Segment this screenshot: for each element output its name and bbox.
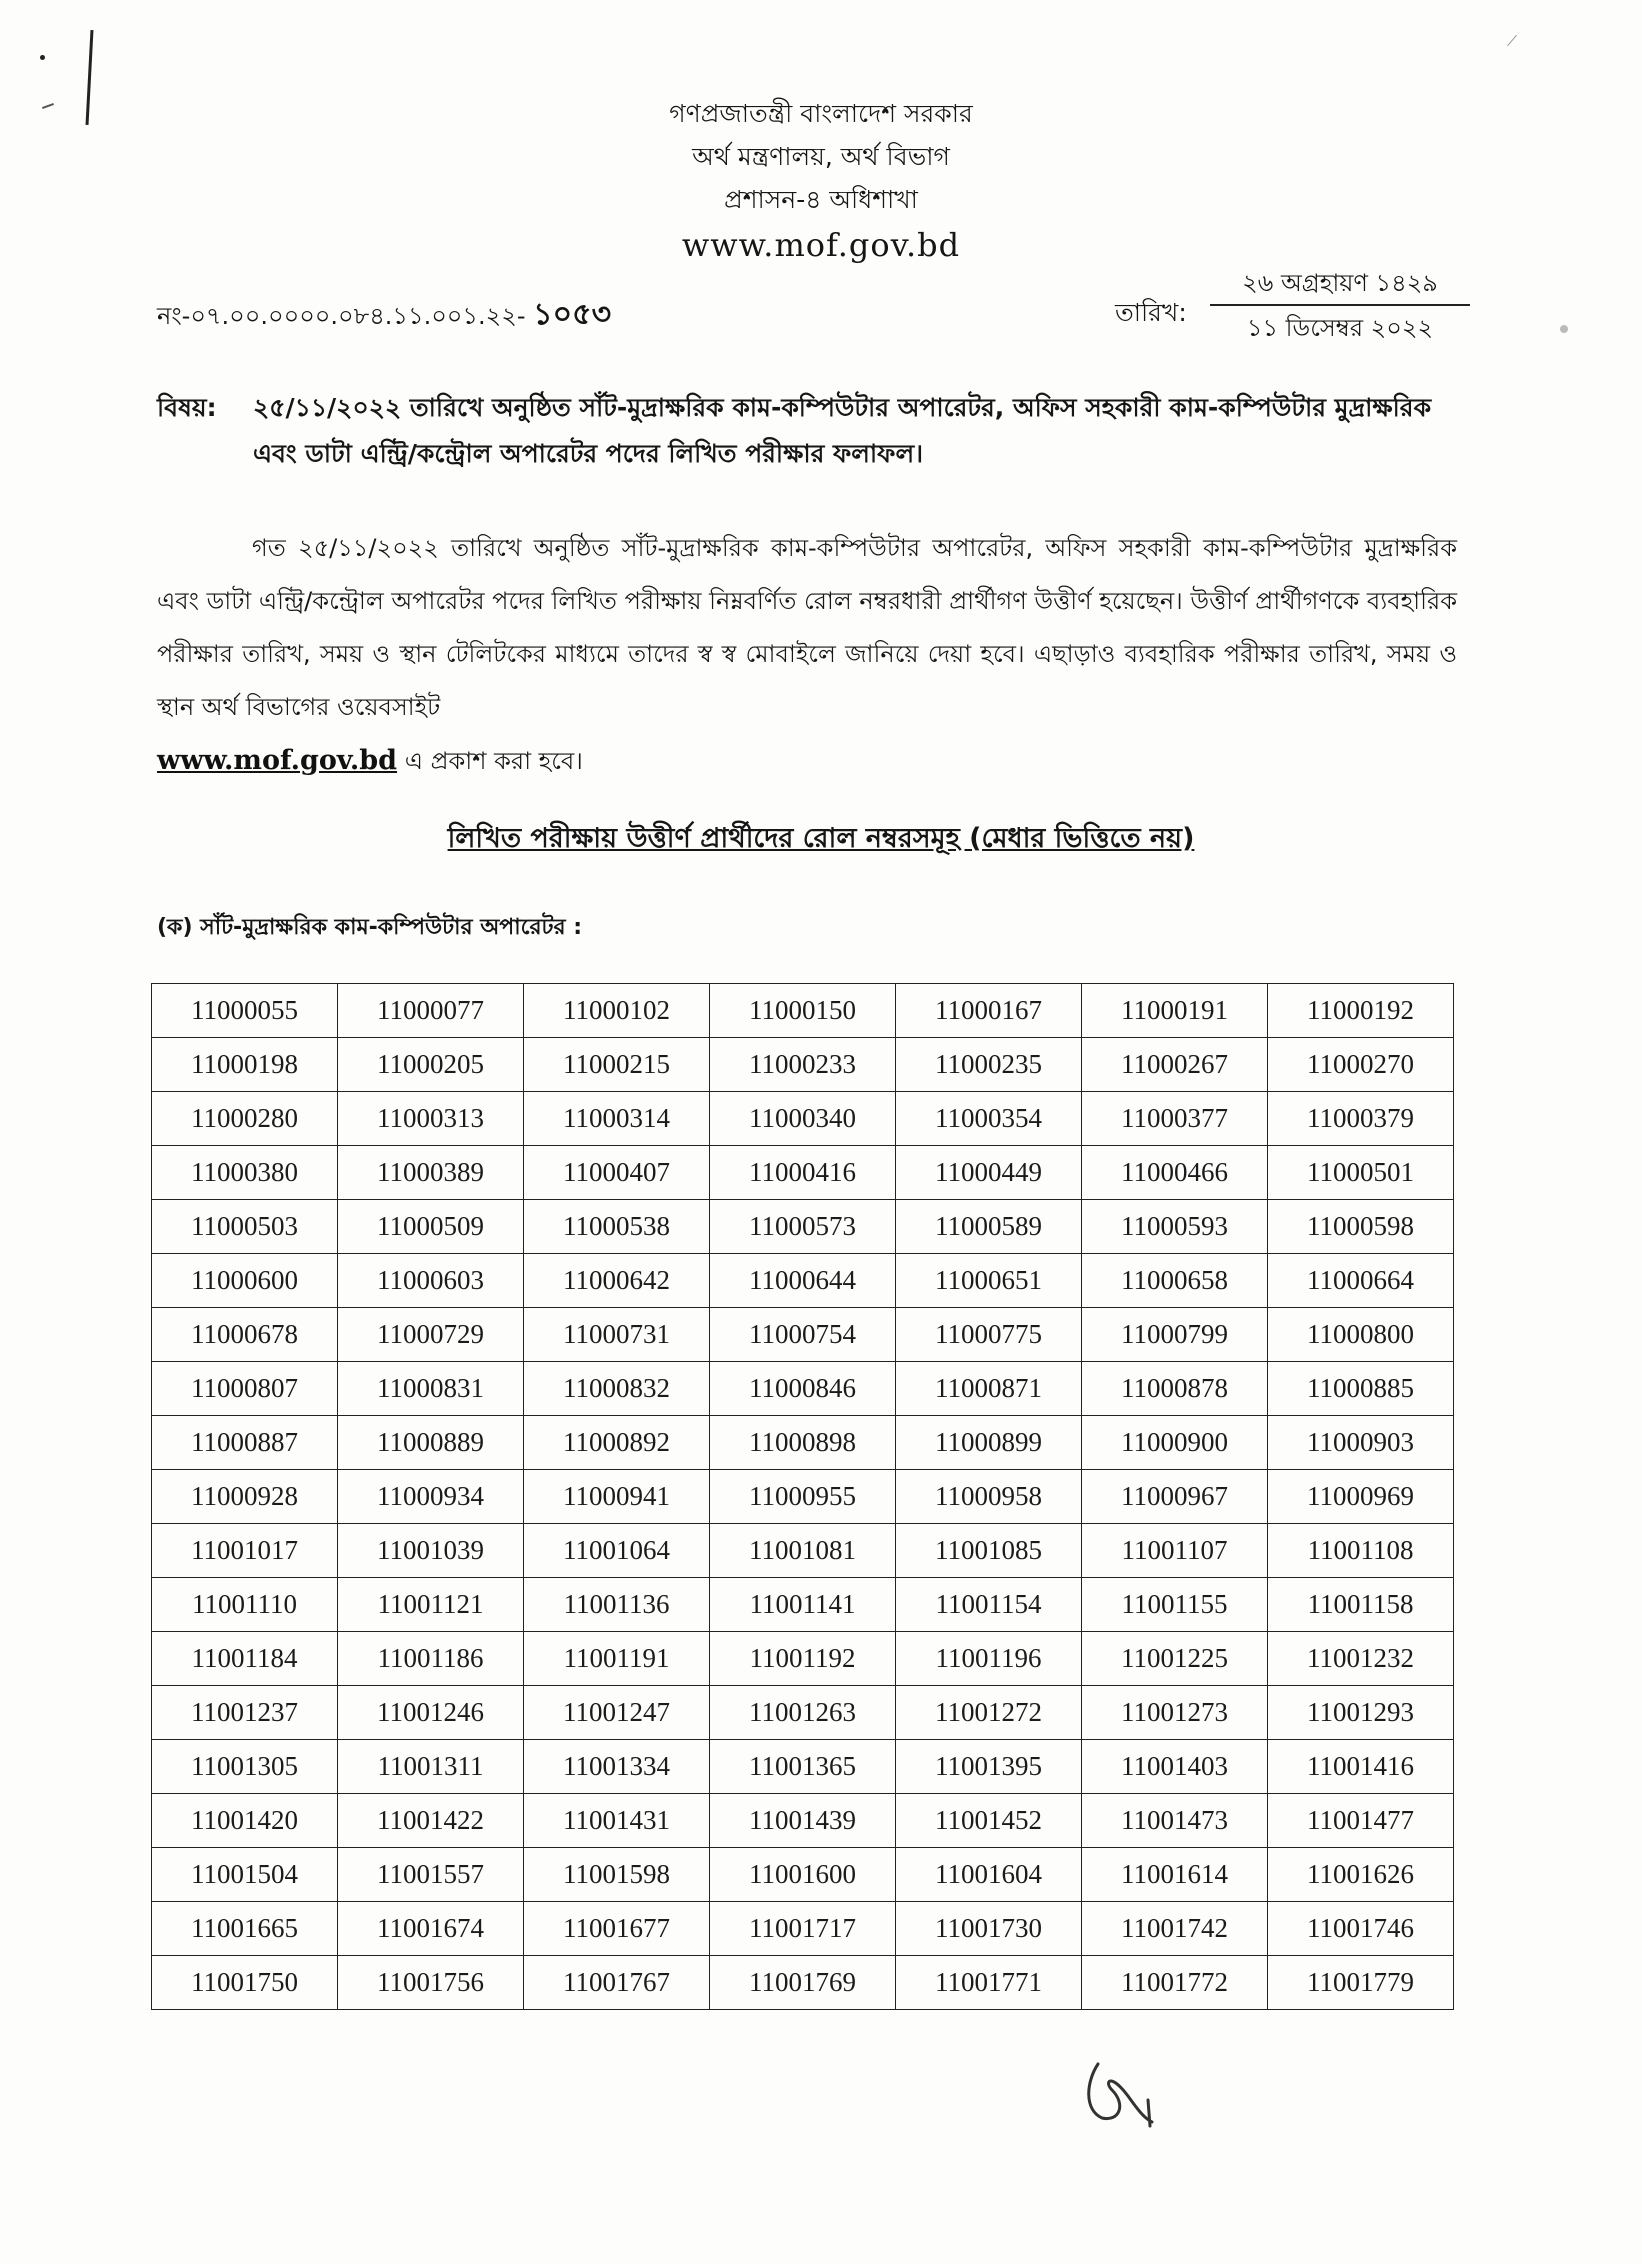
scan-margin-dot bbox=[40, 55, 45, 60]
roll-number-cell: 11000416 bbox=[710, 1146, 896, 1200]
roll-number-cell: 11000377 bbox=[1082, 1092, 1268, 1146]
roll-number-cell: 11001477 bbox=[1268, 1794, 1454, 1848]
roll-number-cell: 11001504 bbox=[152, 1848, 338, 1902]
roll-number-cell: 11000878 bbox=[1082, 1362, 1268, 1416]
date-label: তারিখ: bbox=[1115, 298, 1187, 327]
roll-number-cell: 11001225 bbox=[1082, 1632, 1268, 1686]
roll-number-cell: 11000600 bbox=[152, 1254, 338, 1308]
roll-number-cell: 11000898 bbox=[710, 1416, 896, 1470]
memo-number-prefix: নং-০৭.০০.০০০০.০৮৪.১১.০০১.২২- bbox=[157, 302, 526, 330]
table-row bbox=[152, 1686, 1454, 1740]
roll-number-cell: 11000077 bbox=[338, 984, 524, 1038]
branch-name: প্রশাসন-৪ অধিশাখা bbox=[724, 185, 918, 214]
table-row bbox=[152, 1848, 1454, 1902]
roll-number-cell: 11000678 bbox=[152, 1308, 338, 1362]
roll-number-cell: 11001420 bbox=[152, 1794, 338, 1848]
roll-number-cell: 11000314 bbox=[524, 1092, 710, 1146]
roll-number-cell: 11000900 bbox=[1082, 1416, 1268, 1470]
roll-number-cell: 11001085 bbox=[896, 1524, 1082, 1578]
roll-number-cell: 11000664 bbox=[1268, 1254, 1454, 1308]
body-suffix: এ প্রকাশ করা হবে। bbox=[404, 747, 583, 775]
roll-number-cell: 11000380 bbox=[152, 1146, 338, 1200]
date-block bbox=[1210, 262, 1470, 350]
letterhead bbox=[0, 92, 1642, 269]
roll-number-cell: 11000102 bbox=[524, 984, 710, 1038]
roll-number-cell: 11000267 bbox=[1082, 1038, 1268, 1092]
roll-number-cell: 11000731 bbox=[524, 1308, 710, 1362]
roll-number-cell: 11001232 bbox=[1268, 1632, 1454, 1686]
roll-number-cell: 11000644 bbox=[710, 1254, 896, 1308]
roll-number-cell: 11001081 bbox=[710, 1524, 896, 1578]
roll-number-cell: 11000846 bbox=[710, 1362, 896, 1416]
roll-number-table bbox=[151, 983, 1454, 2010]
roll-number-cell: 11001600 bbox=[710, 1848, 896, 1902]
roll-number-cell: 11000501 bbox=[1268, 1146, 1454, 1200]
roll-number-cell: 11000354 bbox=[896, 1092, 1082, 1146]
roll-number-cell: 11001750 bbox=[152, 1956, 338, 2010]
roll-number-cell: 11001677 bbox=[524, 1902, 710, 1956]
roll-number-cell: 11001191 bbox=[524, 1632, 710, 1686]
table-row bbox=[152, 1524, 1454, 1578]
website-link[interactable]: www.mof.gov.bd bbox=[157, 745, 398, 776]
roll-number-cell: 11001742 bbox=[1082, 1902, 1268, 1956]
roll-number-cell: 11001557 bbox=[338, 1848, 524, 1902]
scan-margin-dot bbox=[1560, 325, 1568, 333]
roll-number-cell: 11000871 bbox=[896, 1362, 1082, 1416]
roll-number-cell: 11001196 bbox=[896, 1632, 1082, 1686]
roll-number-cell: 11001136 bbox=[524, 1578, 710, 1632]
body-paragraph bbox=[157, 522, 1457, 788]
roll-number-cell: 11000887 bbox=[152, 1416, 338, 1470]
roll-number-cell: 11001237 bbox=[152, 1686, 338, 1740]
roll-number-cell: 11000191 bbox=[1082, 984, 1268, 1038]
roll-number-cell: 11000899 bbox=[896, 1416, 1082, 1470]
table-row bbox=[152, 1416, 1454, 1470]
results-heading bbox=[0, 818, 1642, 863]
roll-number-cell: 11001416 bbox=[1268, 1740, 1454, 1794]
roll-number-cell: 11001272 bbox=[896, 1686, 1082, 1740]
roll-number-cell: 11001756 bbox=[338, 1956, 524, 2010]
roll-number-cell: 11001439 bbox=[710, 1794, 896, 1848]
roll-number-cell: 11001779 bbox=[1268, 1956, 1454, 2010]
roll-number-cell: 11001604 bbox=[896, 1848, 1082, 1902]
roll-number-cell: 11000807 bbox=[152, 1362, 338, 1416]
roll-number-cell: 11001598 bbox=[524, 1848, 710, 1902]
roll-number-cell: 11000167 bbox=[896, 984, 1082, 1038]
roll-number-cell: 11001246 bbox=[338, 1686, 524, 1740]
roll-number-cell: 11001154 bbox=[896, 1578, 1082, 1632]
roll-number-cell: 11001273 bbox=[1082, 1686, 1268, 1740]
roll-number-cell: 11001334 bbox=[524, 1740, 710, 1794]
roll-number-cell: 11001452 bbox=[896, 1794, 1082, 1848]
roll-number-cell: 11001746 bbox=[1268, 1902, 1454, 1956]
roll-number-cell: 11000754 bbox=[710, 1308, 896, 1362]
roll-number-cell: 11001121 bbox=[338, 1578, 524, 1632]
roll-number-cell: 11000831 bbox=[338, 1362, 524, 1416]
roll-number-cell: 11001674 bbox=[338, 1902, 524, 1956]
table-row bbox=[152, 1200, 1454, 1254]
roll-number-cell: 11000598 bbox=[1268, 1200, 1454, 1254]
roll-number-cell: 11000538 bbox=[524, 1200, 710, 1254]
roll-number-cell: 11001769 bbox=[710, 1956, 896, 2010]
roll-number-cell: 11001665 bbox=[152, 1902, 338, 1956]
roll-number-cell: 11000466 bbox=[1082, 1146, 1268, 1200]
roll-number-cell: 11001473 bbox=[1082, 1794, 1268, 1848]
subject-label: বিষয়: bbox=[157, 393, 217, 422]
roll-number-cell: 11000885 bbox=[1268, 1362, 1454, 1416]
roll-number-cell: 11000379 bbox=[1268, 1092, 1454, 1146]
scan-margin-mark bbox=[1507, 35, 1517, 46]
roll-number-cell: 11000233 bbox=[710, 1038, 896, 1092]
roll-number-cell: 11000775 bbox=[896, 1308, 1082, 1362]
table-row bbox=[152, 1632, 1454, 1686]
table-row bbox=[152, 1956, 1454, 2010]
roll-number-cell: 11000651 bbox=[896, 1254, 1082, 1308]
roll-number-cell: 11000603 bbox=[338, 1254, 524, 1308]
roll-number-cell: 11000800 bbox=[1268, 1308, 1454, 1362]
section-a-label: (ক) সাঁট-মুদ্রাক্ষরিক কাম-কম্পিউটার অপারেটর : bbox=[157, 915, 583, 940]
roll-number-cell: 11000903 bbox=[1268, 1416, 1454, 1470]
roll-number-cell: 11000215 bbox=[524, 1038, 710, 1092]
roll-number-cell: 11001431 bbox=[524, 1794, 710, 1848]
memo-number-value: ১০৫৩ bbox=[533, 297, 612, 332]
table-row bbox=[152, 1308, 1454, 1362]
roll-number-cell: 11000340 bbox=[710, 1092, 896, 1146]
roll-number-cell: 11000192 bbox=[1268, 984, 1454, 1038]
roll-number-cell: 11000642 bbox=[524, 1254, 710, 1308]
subject-text: ২৫/১১/২০২২ তারিখে অনুষ্ঠিত সাঁট-মুদ্রাক্ষরিক কাম-কম্পিউটার অপারেটর, অফিস সহকারী কাম-কম্পিউটার মুদ্রাক্ষরিক এবং ডাটা এন্ট্রি/কন্ট্রোল অপারেটর পদের লিখিত পরীক্ষার ফলাফল। bbox=[253, 393, 1432, 468]
roll-number-cell: 11000449 bbox=[896, 1146, 1082, 1200]
roll-number-cell: 11001110 bbox=[152, 1578, 338, 1632]
ministry-name: অর্থ মন্ত্রণালয়, অর্থ বিভাগ bbox=[692, 142, 950, 171]
roll-number-cell: 11000509 bbox=[338, 1200, 524, 1254]
table-row bbox=[152, 1146, 1454, 1200]
roll-number-cell: 11000150 bbox=[710, 984, 896, 1038]
table-row bbox=[152, 1794, 1454, 1848]
table-row bbox=[152, 1902, 1454, 1956]
roll-number-cell: 11000889 bbox=[338, 1416, 524, 1470]
roll-number-cell: 11000503 bbox=[152, 1200, 338, 1254]
table-row bbox=[152, 1740, 1454, 1794]
roll-number-cell: 11000270 bbox=[1268, 1038, 1454, 1092]
signature bbox=[1080, 2052, 1180, 2132]
roll-number-cell: 11001365 bbox=[710, 1740, 896, 1794]
roll-number-cell: 11000205 bbox=[338, 1038, 524, 1092]
body-text: গত ২৫/১১/২০২২ তারিখে অনুষ্ঠিত সাঁট-মুদ্রাক্ষরিক কাম-কম্পিউটার অপারেটর, অফিস সহকারী কাম-কম্পিউটার মুদ্রাক্ষরিক এবং ডাটা এন্ট্রি/কন্ট্রোল অপারেটর পদের লিখিত পরীক্ষায় নিম্নবর্ণিত রোল নম্বরধারী প্রার্থীগণ উত্তীর্ণ হয়েছেন। উত্তীর্ণ প্রার্থীগণকে ব্যবহারিক পরীক্ষার তারিখ, সময় ও স্থান টেলিটকের মাধ্যমে তাদের স্ব স্ব মোবাইলে জানিয়ে দেয়া হবে। এছাড়াও ব্যবহারিক পরীক্ষার তারিখ, সময় ও স্থান অর্থ বিভাগের ওয়েবসাইট bbox=[157, 534, 1457, 721]
roll-number-cell: 11001771 bbox=[896, 1956, 1082, 2010]
roll-number-cell: 11000969 bbox=[1268, 1470, 1454, 1524]
roll-number-cell: 11000967 bbox=[1082, 1470, 1268, 1524]
roll-number-cell: 11000593 bbox=[1082, 1200, 1268, 1254]
roll-number-cell: 11001293 bbox=[1268, 1686, 1454, 1740]
roll-number-cell: 11000832 bbox=[524, 1362, 710, 1416]
roll-number-cell: 11001717 bbox=[710, 1902, 896, 1956]
table-row bbox=[152, 1362, 1454, 1416]
roll-number-cell: 11001039 bbox=[338, 1524, 524, 1578]
roll-number-cell: 11001422 bbox=[338, 1794, 524, 1848]
roll-number-cell: 11001305 bbox=[152, 1740, 338, 1794]
table-row bbox=[152, 1254, 1454, 1308]
roll-number-table-body bbox=[152, 984, 1454, 2010]
roll-number-cell: 11001767 bbox=[524, 1956, 710, 2010]
date-gregorian: ১১ ডিসেম্বর ২০২২ bbox=[1246, 314, 1434, 342]
roll-number-cell: 11000589 bbox=[896, 1200, 1082, 1254]
roll-number-cell: 11001626 bbox=[1268, 1848, 1454, 1902]
roll-number-cell: 11000658 bbox=[1082, 1254, 1268, 1308]
roll-number-cell: 11001107 bbox=[1082, 1524, 1268, 1578]
header-website: www.mof.gov.bd bbox=[681, 226, 961, 264]
table-row bbox=[152, 1092, 1454, 1146]
roll-number-cell: 11001403 bbox=[1082, 1740, 1268, 1794]
roll-number-cell: 11000198 bbox=[152, 1038, 338, 1092]
roll-number-cell: 11001730 bbox=[896, 1902, 1082, 1956]
roll-number-cell: 11001614 bbox=[1082, 1848, 1268, 1902]
roll-number-cell: 11001155 bbox=[1082, 1578, 1268, 1632]
roll-number-cell: 11000313 bbox=[338, 1092, 524, 1146]
roll-number-cell: 11000573 bbox=[710, 1200, 896, 1254]
roll-number-cell: 11000055 bbox=[152, 984, 338, 1038]
roll-number-cell: 11000941 bbox=[524, 1470, 710, 1524]
roll-number-cell: 11001263 bbox=[710, 1686, 896, 1740]
roll-number-cell: 11001184 bbox=[152, 1632, 338, 1686]
roll-number-cell: 11001108 bbox=[1268, 1524, 1454, 1578]
roll-number-cell: 11001017 bbox=[152, 1524, 338, 1578]
roll-number-cell: 11001772 bbox=[1082, 1956, 1268, 2010]
roll-number-cell: 11001158 bbox=[1268, 1578, 1454, 1632]
roll-number-cell: 11000280 bbox=[152, 1092, 338, 1146]
table-row bbox=[152, 1470, 1454, 1524]
table-row bbox=[152, 1578, 1454, 1632]
roll-number-cell: 11001395 bbox=[896, 1740, 1082, 1794]
roll-number-cell: 11000729 bbox=[338, 1308, 524, 1362]
government-name: গণপ্রজাতন্ত্রী বাংলাদেশ সরকার bbox=[669, 99, 973, 128]
roll-number-cell: 11001247 bbox=[524, 1686, 710, 1740]
roll-number-cell: 11001064 bbox=[524, 1524, 710, 1578]
results-heading-text: লিখিত পরীক্ষায় উত্তীর্ণ প্রার্থীদের রোল নম্বরসমূহ (মেধার ভিত্তিতে নয়) bbox=[447, 823, 1195, 854]
subject-line bbox=[157, 385, 1457, 477]
table-row bbox=[152, 984, 1454, 1038]
memo-number bbox=[157, 290, 611, 341]
roll-number-cell: 11001141 bbox=[710, 1578, 896, 1632]
roll-number-cell: 11000407 bbox=[524, 1146, 710, 1200]
roll-number-cell: 11001192 bbox=[710, 1632, 896, 1686]
date-bengali: ২৬ অগ্রহায়ণ ১৪২৯ bbox=[1210, 262, 1470, 306]
roll-number-cell: 11000389 bbox=[338, 1146, 524, 1200]
roll-number-cell: 11001186 bbox=[338, 1632, 524, 1686]
roll-number-cell: 11000235 bbox=[896, 1038, 1082, 1092]
roll-number-cell: 11000892 bbox=[524, 1416, 710, 1470]
roll-number-cell: 11000955 bbox=[710, 1470, 896, 1524]
roll-number-cell: 11001311 bbox=[338, 1740, 524, 1794]
table-row bbox=[152, 1038, 1454, 1092]
roll-number-cell: 11000934 bbox=[338, 1470, 524, 1524]
roll-number-cell: 11000958 bbox=[896, 1470, 1082, 1524]
roll-number-cell: 11000928 bbox=[152, 1470, 338, 1524]
roll-number-cell: 11000799 bbox=[1082, 1308, 1268, 1362]
